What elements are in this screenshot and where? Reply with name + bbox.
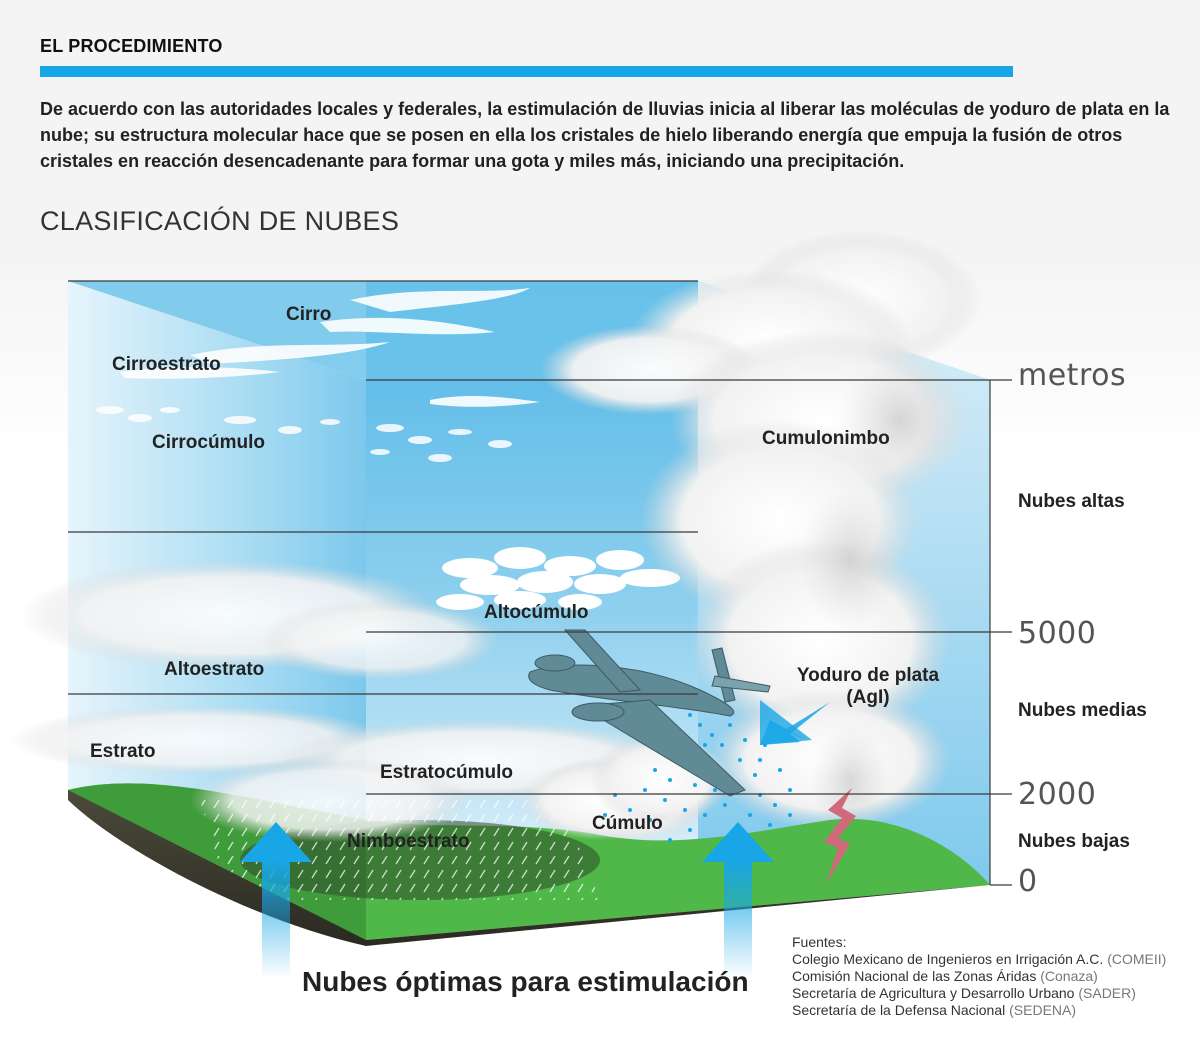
section-kicker: EL PROCEDIMIENTO — [40, 36, 223, 56]
source-item: Secretaría de Agricultura y Desarrollo Urbano (SADER) — [792, 985, 1136, 1001]
scale-unit: metros — [1018, 358, 1127, 393]
label-cirroestrato: Cirroestrato — [112, 354, 221, 375]
intro-paragraph: De acuerdo con las autoridades locales y federales, la estimulación de lluvias inicia al liberar las moléculas de yoduro de plata en la nube; su estructura molecular hace que se posen en ella los cristales de hielo liberando energía que empuja la fusión de otros cristales en reacción desencadenante para formar una gota y miles más, iniciando una precipitación. — [40, 99, 1170, 171]
scale-mark-0: 0 — [1018, 864, 1038, 899]
label-estrato: Estrato — [90, 741, 156, 762]
label-cirrocumulo: Cirrocúmulo — [152, 432, 265, 453]
source-item: Secretaría de la Defensa Nacional (SEDENA) — [792, 1002, 1077, 1018]
label-silver-iodide-line1: Yoduro de plata — [796, 665, 940, 686]
tier-low-clouds: Nubes bajas — [1018, 831, 1130, 852]
optimal-clouds-caption: Nubes óptimas para estimulación — [302, 966, 749, 997]
label-altocumulo: Altocúmulo — [484, 602, 589, 623]
sources-block — [792, 934, 1166, 1019]
label-nimboestrato: Nimboestrato — [347, 831, 470, 852]
label-silver-iodide — [790, 665, 946, 709]
tier-mid-clouds: Nubes medias — [1018, 700, 1147, 721]
label-cumulonimbo: Cumulonimbo — [762, 428, 890, 449]
label-altoestrato: Altoestrato — [164, 659, 265, 680]
label-estratocumulo: Estratocúmulo — [380, 762, 514, 783]
tier-high-clouds: Nubes altas — [1018, 491, 1125, 512]
scale-mark-2000: 2000 — [1018, 777, 1097, 812]
sources-heading: Fuentes: — [792, 934, 847, 950]
scale-mark-5000: 5000 — [1018, 616, 1097, 651]
source-item: Colegio Mexicano de Ingenieros en Irrigación A.C. (COMEII) — [792, 951, 1167, 967]
label-cirro: Cirro — [286, 304, 332, 325]
label-cumulo: Cúmulo — [592, 813, 663, 834]
source-item: Comisión Nacional de las Zonas Áridas (Conaza) — [792, 968, 1098, 984]
label-silver-iodide-line2: (AgI) — [846, 687, 890, 708]
diagram-subtitle: CLASIFICACIÓN DE NUBES — [40, 206, 400, 236]
